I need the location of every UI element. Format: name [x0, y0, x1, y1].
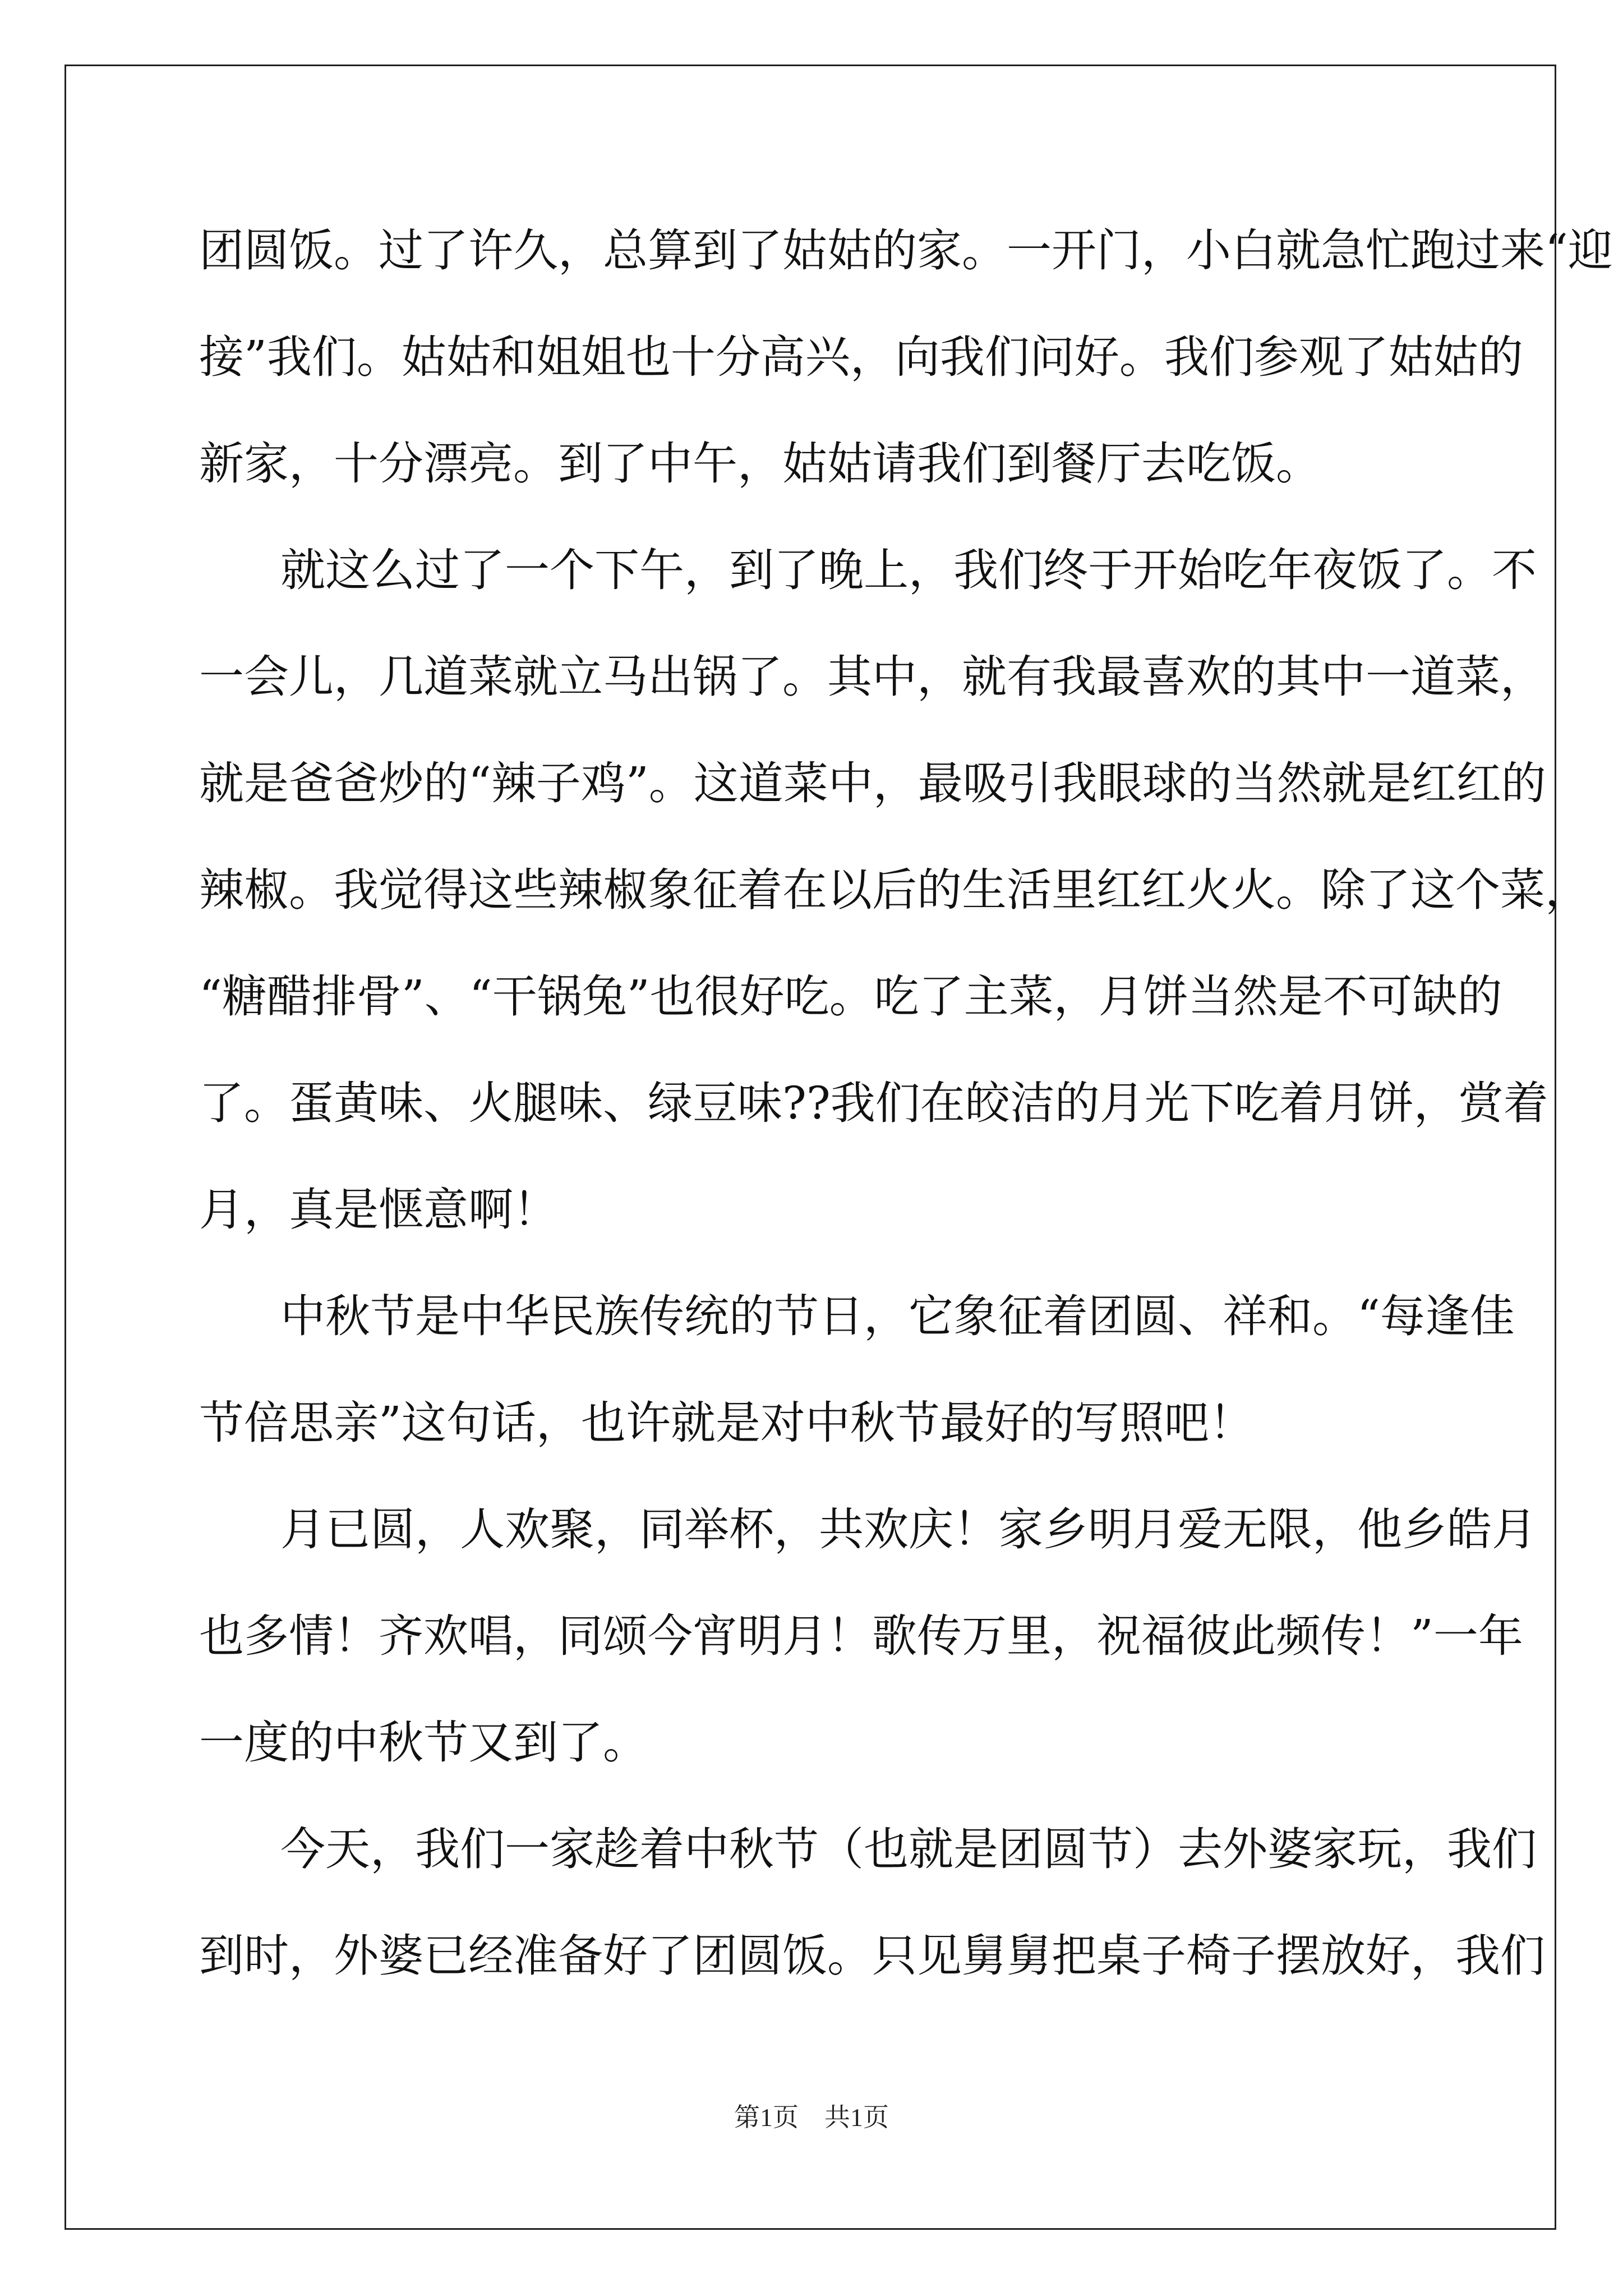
text-line-5: 一会儿，几道菜就立马出锅了。其中，就有我最喜欢的其中一道菜， — [199, 651, 1545, 703]
text-line-10: 月，真是惬意啊！ — [199, 1184, 558, 1236]
text-line-1: 团圆饭。过了许久，总算到了姑姑的家。一开门，小白就急忙跑过来“迎 — [199, 224, 1613, 277]
text-line-16: 今天，我们一家趁着中秋节（也就是团圆节）去外婆家玩，我们 — [280, 1823, 1537, 1875]
text-line-9: 了。蛋黄味、火腿味、绿豆味??我们在皎洁的月光下吃着月饼，赏着 — [199, 1077, 1548, 1129]
text-line-3: 新家，十分漂亮。到了中午，姑姑请我们到餐厅去吃饭。 — [199, 438, 1321, 490]
text-line-4: 就这么过了一个下午，到了晚上，我们终于开始吃年夜饭了。不 — [280, 544, 1537, 596]
text-line-15: 一度的中秋节又到了。 — [199, 1717, 648, 1769]
text-line-7: 辣椒。我觉得这些辣椒象征着在以后的生活里红红火火。除了这个菜， — [199, 864, 1590, 916]
text-line-2: 接”我们。姑姑和姐姐也十分高兴，向我们问好。我们参观了姑姑的 — [199, 331, 1523, 383]
text-line-6: 就是爸爸炒的“辣子鸡”。这道菜中，最吸引我眼球的当然就是红红的 — [199, 757, 1546, 809]
text-line-13: 月已圆，人欢聚，同举杯，共欢庆！家乡明月爱无限，他乡皓月 — [280, 1503, 1537, 1556]
text-line-12: 节倍思亲”这句话，也许就是对中秋节最好的写照吧！ — [199, 1397, 1254, 1449]
text-line-17: 到时，外婆已经准备好了团圆饭。只见舅舅把桌子椅子摆放好，我们 — [199, 1930, 1545, 1982]
text-line-8: “糖醋排骨”、“干锅兔”也很好吃。吃了主菜，月饼当然是不可缺的 — [199, 970, 1502, 1023]
text-line-14: 也多情！齐欢唱，同颂今宵明月！歌传万里，祝福彼此频传！”一年 — [199, 1610, 1523, 1662]
page-number-footer: 第1页 共1页 — [734, 2103, 889, 2132]
text-line-11: 中秋节是中华民族传统的节日，它象征着团圆、祥和。“每逢佳 — [280, 1290, 1515, 1342]
